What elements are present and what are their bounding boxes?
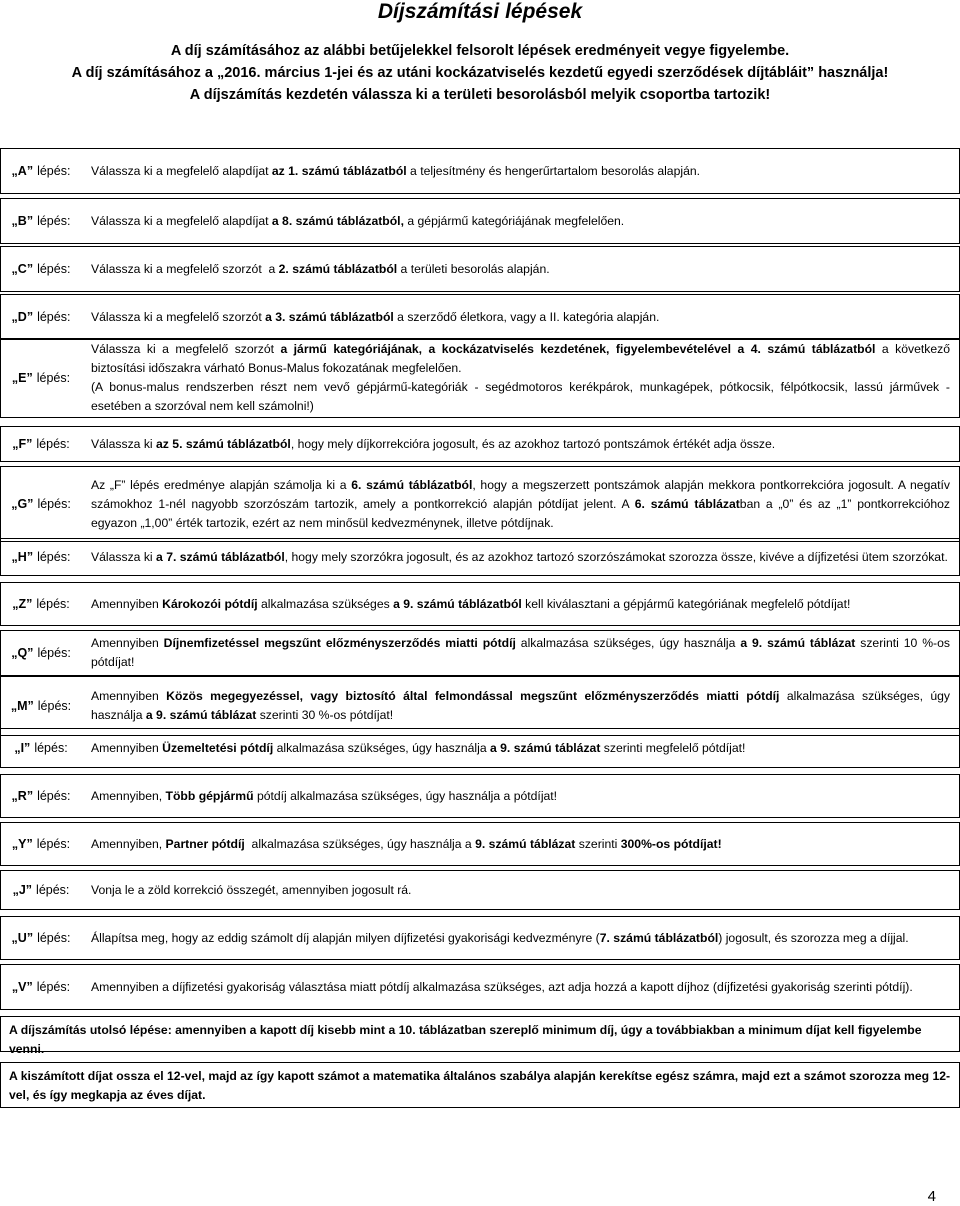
step-row xyxy=(0,964,960,1010)
step-row xyxy=(0,538,960,576)
step-label xyxy=(1,729,81,767)
step-instruction xyxy=(81,149,959,193)
step-letter: „U” xyxy=(11,931,34,945)
step-word: lépés: xyxy=(36,437,70,451)
step-instruction xyxy=(81,823,959,865)
step-word: lépés: xyxy=(36,371,71,385)
step-row xyxy=(0,198,960,244)
step-letter: „G” xyxy=(11,497,34,511)
step-row xyxy=(0,466,960,542)
step-row xyxy=(0,676,960,736)
step-label xyxy=(1,775,81,817)
intro-line: A díj számításához az alábbi betűjelekkel felsorolt lépések eredményeit vegye figyelembe. xyxy=(170,43,790,59)
step-letter: „E” xyxy=(11,371,33,385)
step-text: Vonja le a zöld korrekció összegét, amennyiben jogosult rá. xyxy=(91,882,412,897)
step-word: lépés: xyxy=(37,699,72,713)
step-text: Amennyiben Díjnemfizetéssel megszűnt előzményszerződés miatti pótdíj alkalmazása szükséges, úgy használja a 9. számú táblázat szerinti 10 %-os pótdíjat! xyxy=(91,636,950,669)
step-letter: „F” xyxy=(12,437,33,451)
step-text: Válassza ki a megfelelő szorzót a 2. számú táblázatból a területi besorolás alapján. xyxy=(91,261,550,276)
step-label xyxy=(1,631,81,675)
step-text: Amennyiben, Partner pótdíj alkalmazása szükséges, úgy használja a 9. számú táblázat szerinti 300%-os pótdíjat! xyxy=(91,836,722,851)
step-letter: „M” xyxy=(10,699,34,713)
step-letter: „V” xyxy=(11,980,33,994)
step-word: lépés: xyxy=(37,789,71,803)
step-instruction xyxy=(81,247,959,291)
step-label xyxy=(1,295,81,339)
step-label xyxy=(1,539,81,575)
step-label xyxy=(1,427,81,461)
step-row xyxy=(0,148,960,194)
step-instruction xyxy=(81,965,959,1009)
step-instruction xyxy=(81,583,959,625)
step-text: Válassza ki az 5. számú táblázatból, hogy mely díjkorrekcióra jogosult, és az azokhoz tartozó pontszámok értékét adja össze. xyxy=(91,436,776,451)
step-word: lépés: xyxy=(37,262,71,276)
step-letter: „Z” xyxy=(12,597,33,611)
step-text: Amennyiben Üzemeltetési pótdíj alkalmazása szükséges, úgy használja a 9. számú táblázat szerinti megfelelő pótdíjat! xyxy=(91,740,746,755)
step-row xyxy=(0,822,960,866)
step-word: lépés: xyxy=(37,164,71,178)
step-letter: „D” xyxy=(11,310,34,324)
step-word: lépés: xyxy=(37,214,71,228)
step-row xyxy=(0,916,960,960)
step-instruction xyxy=(81,631,959,675)
step-label xyxy=(1,467,81,541)
step-instruction xyxy=(81,467,959,541)
step-word: lépés: xyxy=(37,646,71,660)
step-row xyxy=(0,338,960,418)
step-label xyxy=(1,677,81,735)
step-text: Amennyiben Károkozói pótdíj alkalmazása szükséges a 9. számú táblázatból kell kiválasztani a gépjármű kategóriának megfelelő pótdíjat! xyxy=(91,596,851,611)
step-word: lépés: xyxy=(36,883,70,897)
step-instruction xyxy=(81,427,959,461)
step-label xyxy=(1,583,81,625)
step-label xyxy=(1,871,81,909)
step-row xyxy=(0,426,960,462)
step-label xyxy=(1,199,81,243)
step-instruction xyxy=(81,199,959,243)
step-letter: „Y” xyxy=(11,837,33,851)
step-row xyxy=(0,870,960,910)
step-letter: „B” xyxy=(11,214,34,228)
step-instruction xyxy=(81,677,959,735)
step-row xyxy=(0,774,960,818)
step-letter: „C” xyxy=(11,262,34,276)
step-instruction xyxy=(81,539,959,575)
step-instruction xyxy=(81,339,959,417)
step-letter: „I” xyxy=(14,741,31,755)
step-word: lépés: xyxy=(36,597,70,611)
step-text: Válassza ki a megfelelő alapdíjat az 1. számú táblázatból a teljesítmény és hengerűrtartalom besorolás alapján. xyxy=(91,163,701,178)
intro-line: A díjszámítás kezdetén válassza ki a területi besorolásból melyik csoportba tartozik! xyxy=(189,87,771,103)
step-text: Az „F” lépés eredménye alapján számolja ki a 6. számú táblázatból, hogy a megszerzett pontszámok alapján mekkora pontkorrekcióra jogosult. A negatív számokhoz 1-nél nagyobb szorzószám tartozik, amely a pontkorrekció alapján pótdíjat jelent. A 6. számú táblázatban a „0” és az „1” pontkorrekcióhoz egyazon „1,00” érték tartozik, ezért az nem minősül kedvezménynek, illetve pótdíjnak. xyxy=(91,477,951,530)
step-instruction xyxy=(81,871,959,909)
page-number: 4 xyxy=(927,1188,936,1205)
step-label xyxy=(1,965,81,1009)
step-instruction xyxy=(81,295,959,339)
step-label xyxy=(1,339,81,417)
intro-line: A díj számításához a „2016. március 1-jei és az utáni kockázatviselés kezdetű egyedi szerződések díjtábláit” használja! xyxy=(71,65,889,81)
step-row xyxy=(0,630,960,676)
step-label xyxy=(1,149,81,193)
step-word: lépés: xyxy=(36,837,71,851)
step-word: lépés: xyxy=(37,550,71,564)
step-word: lépés: xyxy=(36,980,71,994)
step-letter: „Q” xyxy=(11,646,34,660)
step-instruction xyxy=(81,917,959,959)
step-instruction xyxy=(81,729,959,767)
step-label xyxy=(1,823,81,865)
step-word: lépés: xyxy=(37,310,71,324)
step-row xyxy=(0,246,960,292)
step-text: Válassza ki a megfelelő alapdíjat a 8. számú táblázatból, a gépjármű kategóriájának megfelelően. xyxy=(91,213,625,228)
page-title: Díjszámítási lépések xyxy=(377,0,583,23)
step-text: Amennyiben Közös megegyezéssel, vagy biztosító által felmondással megszűnt előzményszerződés miatti pótdíj alkalmazása szükséges, úgy használja a 9. számú táblázat szerinti 30 %-os pótdíjat! xyxy=(91,689,951,722)
step-letter: „A” xyxy=(11,164,34,178)
annual-fee-note: A kiszámított díjat ossza el 12-vel, majd az így kapott számot a matematika általános szabálya alapján kerekítse egész számra, majd ezt a számot szorozza meg 12-vel, és így megkapja az éves díjat. xyxy=(0,1062,960,1108)
step-text: Állapítsa meg, hogy az eddig számolt díj alapján milyen díjfizetési gyakorisági kedvezményre (7. számú táblázatból) jogosult, és szorozza meg a díjjal. xyxy=(91,930,909,945)
step-label xyxy=(1,917,81,959)
step-letter: „H” xyxy=(11,550,34,564)
intro-block xyxy=(0,40,960,106)
step-text: Amennyiben a díjfizetési gyakoriság választása miatt pótdíj alkalmazása szükséges, azt adja hozzá a kapott díjhoz (díjfizetési gyakoriság szerinti pótdíj). xyxy=(91,979,913,994)
step-row xyxy=(0,728,960,768)
step-row xyxy=(0,294,960,340)
step-instruction xyxy=(81,775,959,817)
step-word: lépés: xyxy=(34,741,68,755)
step-text: Válassza ki a megfelelő szorzót a 3. számú táblázatból a szerződő életkora, vagy a II. kategória alapján. xyxy=(91,309,660,324)
step-row xyxy=(0,582,960,626)
step-label xyxy=(1,247,81,291)
step-word: lépés: xyxy=(37,497,71,511)
step-text: Válassza ki a 7. számú táblázatból, hogy mely szorzókra jogosult, és az azokhoz tartozó szorzószámokat szorozza össze, kivéve a díjfizetési ütem szorzókat. xyxy=(91,549,948,564)
step-letter: „J” xyxy=(12,883,33,897)
step-word: lépés: xyxy=(37,931,71,945)
step-letter: „R” xyxy=(11,789,34,803)
step-text: Válassza ki a megfelelő szorzót a jármű kategóriájának, a kockázatviselés kezdetének, figyelembevételével a 4. számú táblázatból a következő biztosítási időszakra várható Bonus-Malus fokozatának megfelelően. (A bonus-malus rendszerben részt nem vevő gépjármű-kategóriák - segédmotoros kerékpárok, munkagépek, pótkocsik, félpótkocsik, lassú járművek - esetében a szorzóval nem kell számolni!) xyxy=(91,342,950,413)
final-step-note: A díjszámítás utolsó lépése: amennyiben a kapott díj kisebb mint a 10. táblázatban szereplő minimum díj, úgy a továbbiakban a minimum díjat kell figyelembe venni. xyxy=(0,1016,960,1052)
step-text: Amennyiben, Több gépjármű pótdíj alkalmazása szükséges, úgy használja a pótdíjat! xyxy=(91,788,558,803)
